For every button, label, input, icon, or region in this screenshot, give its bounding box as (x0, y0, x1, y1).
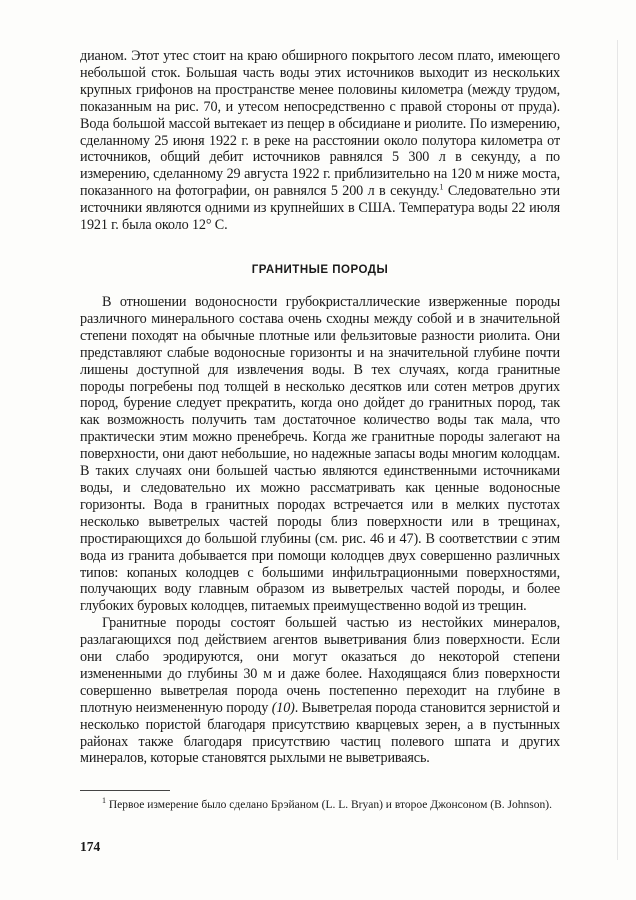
paragraph-top (80, 48, 560, 234)
paragraph-3-text-b: . Выветрелая порода становится зернистой и несколько пористой благодаря присутствию кварцевых зерен, а в пустынных районах также благодаря присутствию частиц полевого шпата и других минералов, которые становятся рыхлыми не выветриваясь. (80, 699, 560, 767)
paragraph-top-end-text: Следовательно эти источники являются одними из крупнейших в США. Температура воды 22 июля 1921 г. была около 12° С. (80, 183, 560, 234)
footnote-divider (80, 790, 170, 791)
section-heading: ГРАНИТНЫЕ ПОРОДЫ (251, 264, 389, 276)
page-edge (617, 40, 618, 860)
footnote-marker[interactable]: 1 (439, 182, 444, 192)
paragraph-continued (80, 48, 560, 234)
footnote (80, 798, 560, 812)
reference-number: (10) (271, 699, 295, 716)
paragraph-3 (80, 615, 560, 767)
footnote-text: Первое измерение было сделано Брэйаном (L. L. Bryan) и второе Джонсоном (B. Johnson). (106, 799, 552, 811)
footnote-number: 1 (102, 796, 106, 806)
paragraph-3-text-a: Гранитные породы состоят большей частью из нестойких минералов, разлагающихся под действием агентов выветривания близ поверхности. Если они слабо эродируются, они могут оказаться до некоторой степени измененными до глубины 30 м и даже более. Находящаяся близ поверхности совершенно выветрелая порода очень постепенно переходит на глубине в плотную неизмененную породу (80, 615, 560, 716)
page-number: 174 (80, 839, 101, 854)
section-body (80, 294, 560, 767)
paragraph-top-text: дианом. Этот утес стоит на краю обширного покрытого лесом плато, имеющего небольшой сток. Большая часть воды этих источников выходит из нескольких крупных грифонов на пространстве менее половины километра (между трудом, показанным на рис. 70, и утесом непосредственно с правой стороны от пруда). Вода большой массой вытекает из пещер в обсидиане и риолите. По измерению, сделанному 25 июня 1922 г. в реке на расстоянии около полутора километра от источников, общий дебит источников равнялся 5 300 л в секунду, а по измерению, сделанному 29 августа 1922 г. приблизительно на 120 м ниже моста, показанного на фотографии, он равнялся 5 200 л в секунду. (80, 48, 560, 200)
paragraph-2: В отношении водоносности грубокристаллические изверженные породы различного минерального состава очень сходны между собой и в значительной степени походят на обычные плотные или фельзитовые разности риолита. Они представляют слабые водоносные горизонты и на значительной глубине почти лишены доступной для извлечения воды. В тех случаях, когда гранитные породы погребены под толщей в несколько десятков или сотен метров других пород, бурение следует прекратить, когда оно дойдет до гранитных пород, так как возможность получить там достаточное количество воды так мала, что практически этим можно пренебречь. Когда же гранитные породы залегают на поверхности, они дают небольшие, но надежные запасы воды многим колодцам. В таких случаях они большей частью являются единственными источниками воды, и следовательно их можно рассматривать как ценные водоносные горизонты. Вода в гранитных породах встречается или в мелких пустотах несколько выветрелых частей породы близ поверхности или в трещинах, простирающихся до большой глубины (см. рис. 46 и 47). В соответствии с этим вода из гранита добывается при помощи колодцев двух совершенно различных типов: копаных колодцев с большими инфильтрационными поверхностями, получающих воду главным образом из выветрелых частей породы, и более глубоких буровых колодцев, питаемых преимущественно водой из трещин. (80, 294, 560, 615)
